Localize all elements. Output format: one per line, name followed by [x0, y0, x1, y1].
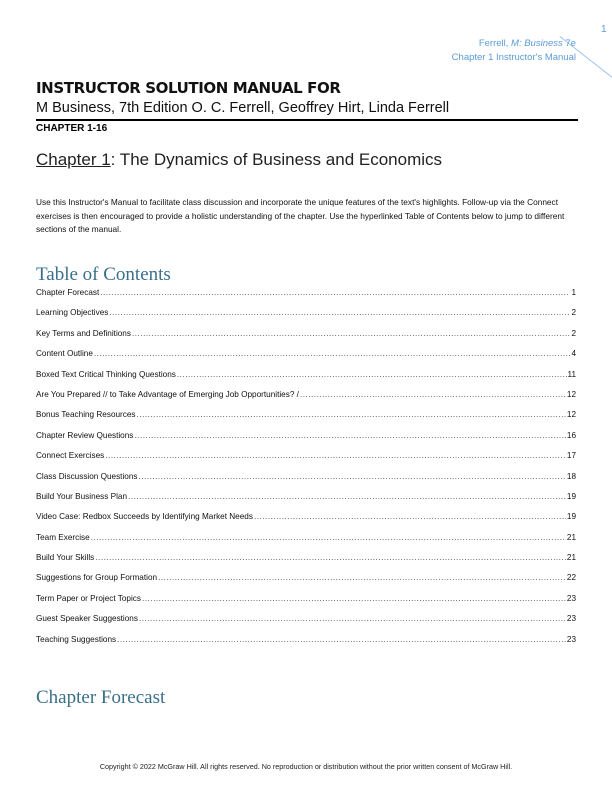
toc-entry[interactable]	[36, 553, 576, 573]
toc-entry-page[interactable]: 19	[566, 491, 576, 501]
toc-entry[interactable]	[36, 594, 576, 614]
toc-leader-dots	[134, 431, 566, 440]
toc-leader-dots	[254, 512, 566, 521]
intro-paragraph: Use this Instructor's Manual to facilitate class discussion and incorporate the unique features of the text's highlights. Follow-up via the Connect exercises is then encouraged to provide a holistic understanding of the chapter. Use the hyperlinked Table of Contents below to jump to different sections of the manual.	[36, 197, 565, 235]
toc-leader-dots	[132, 329, 570, 338]
toc-leader-dots	[94, 349, 571, 358]
toc-entry-page[interactable]: 23	[566, 593, 576, 603]
toc-leader-dots	[300, 390, 566, 399]
toc-entry-label[interactable]: Class Discussion Questions	[36, 471, 138, 481]
toc-entry-label[interactable]: Chapter Review Questions	[36, 430, 134, 440]
toc-entry-label[interactable]: Chapter Forecast	[36, 288, 100, 297]
toc-entry-label[interactable]: Guest Speaker Suggestions	[36, 614, 138, 624]
toc-entry-page[interactable]: 16	[566, 430, 576, 440]
chapter-title: : The Dynamics of Business and Economics	[110, 150, 443, 169]
toc-leader-dots	[137, 410, 566, 419]
toc-entry-label[interactable]: Key Terms and Definitions	[36, 328, 131, 338]
toc-entry[interactable]	[36, 370, 576, 390]
manual-title: INSTRUCTOR SOLUTION MANUAL FOR	[36, 79, 341, 97]
toc-title: Table of Contents	[36, 264, 171, 285]
toc-entry[interactable]	[36, 451, 576, 471]
toc-entry[interactable]	[36, 329, 576, 349]
toc-entry-page[interactable]: 2	[571, 328, 576, 338]
toc-entry-page[interactable]: 23	[566, 634, 576, 644]
toc-entry-label[interactable]: Term Paper or Project Topics	[36, 593, 141, 603]
chapter-range: CHAPTER 1-16	[36, 123, 108, 134]
toc-entry[interactable]	[36, 573, 576, 593]
toc-entry[interactable]	[36, 410, 576, 430]
toc-entry-page[interactable]: 18	[566, 471, 576, 481]
toc-entry-page[interactable]: 21	[566, 553, 576, 563]
section-heading-chapter-forecast: Chapter Forecast	[36, 687, 166, 708]
toc-entry[interactable]	[36, 472, 576, 492]
toc-leader-dots	[100, 288, 570, 297]
toc-leader-dots	[139, 614, 566, 623]
toc-entry-label[interactable]: Connect Exercises	[36, 451, 105, 461]
book-title-line: M Business, 7th Edition O. C. Ferrell, Geoffrey Hirt, Linda Ferrell	[36, 100, 450, 116]
toc-entry[interactable]	[36, 431, 576, 451]
page-number: 1	[601, 24, 607, 35]
toc-entry-page[interactable]: 12	[566, 389, 576, 399]
toc-entry-label[interactable]: Team Exercise	[36, 532, 90, 542]
toc-entry-label[interactable]: Video Case: Redbox Succeeds by Identifying Market Needs	[36, 512, 253, 522]
toc-entry[interactable]	[36, 635, 576, 655]
running-header-subtitle: Chapter 1 Instructor's Manual	[451, 52, 576, 63]
toc-entry[interactable]	[36, 614, 576, 634]
toc-entry-page[interactable]: 11	[567, 369, 576, 379]
toc-entry-label[interactable]: Bonus Teaching Resources	[36, 410, 136, 420]
running-header-book	[452, 37, 576, 51]
toc-leader-dots	[142, 594, 566, 603]
chapter-number: Chapter 1	[36, 150, 111, 169]
header-edition: 7e	[562, 38, 576, 49]
toc-leader-dots	[105, 451, 566, 460]
toc-leader-dots	[128, 492, 566, 501]
toc-entry[interactable]	[36, 308, 576, 328]
toc-leader-dots	[117, 635, 566, 644]
copyright-footer: Copyright © 2022 McGraw Hill. All rights reserved. No reproduction or distribution without the prior written consent of McGraw Hill.	[99, 762, 513, 771]
toc-leader-dots	[91, 533, 566, 542]
table-of-contents	[36, 288, 576, 655]
toc-entry-page[interactable]: 2	[571, 308, 576, 318]
toc-entry[interactable]	[36, 533, 576, 553]
toc-entry-page[interactable]: 4	[571, 349, 576, 359]
toc-entry[interactable]	[36, 492, 576, 512]
header-book-title: M: Business	[511, 38, 563, 49]
toc-entry-page[interactable]: 19	[566, 512, 576, 522]
toc-entry-page[interactable]: 1	[571, 288, 576, 297]
toc-entry-page[interactable]: 17	[566, 451, 576, 461]
toc-leader-dots	[158, 573, 566, 582]
toc-entry[interactable]	[36, 349, 576, 369]
toc-entry-page[interactable]: 22	[566, 573, 576, 583]
toc-entry-page[interactable]: 12	[566, 410, 576, 420]
toc-entry-label[interactable]: Content Outline	[36, 349, 93, 359]
title-rule	[36, 119, 578, 121]
toc-entry-label[interactable]: Learning Objectives	[36, 308, 109, 318]
toc-entry-page[interactable]: 21	[566, 532, 576, 542]
toc-entry[interactable]	[36, 390, 576, 410]
chapter-heading	[36, 150, 442, 170]
toc-leader-dots	[138, 472, 565, 481]
running-header	[452, 37, 576, 65]
toc-entry-label[interactable]: Build Your Skills	[36, 553, 95, 563]
toc-leader-dots	[109, 308, 570, 317]
toc-entry-page[interactable]: 23	[566, 614, 576, 624]
toc-entry[interactable]	[36, 288, 576, 308]
toc-entry[interactable]	[36, 512, 576, 532]
toc-entry-label[interactable]: Suggestions for Group Formation	[36, 573, 158, 583]
toc-leader-dots	[177, 370, 567, 379]
toc-entry-label[interactable]: Teaching Suggestions	[36, 634, 117, 644]
toc-entry-label[interactable]: Are You Prepared // to Take Advantage of Emerging Job Opportunities? /	[36, 389, 299, 399]
toc-entry-label[interactable]: Build Your Business Plan	[36, 491, 128, 501]
toc-entry-label[interactable]: Boxed Text Critical Thinking Questions	[36, 369, 176, 379]
toc-leader-dots	[95, 553, 566, 562]
header-author: Ferrell,	[478, 38, 512, 49]
